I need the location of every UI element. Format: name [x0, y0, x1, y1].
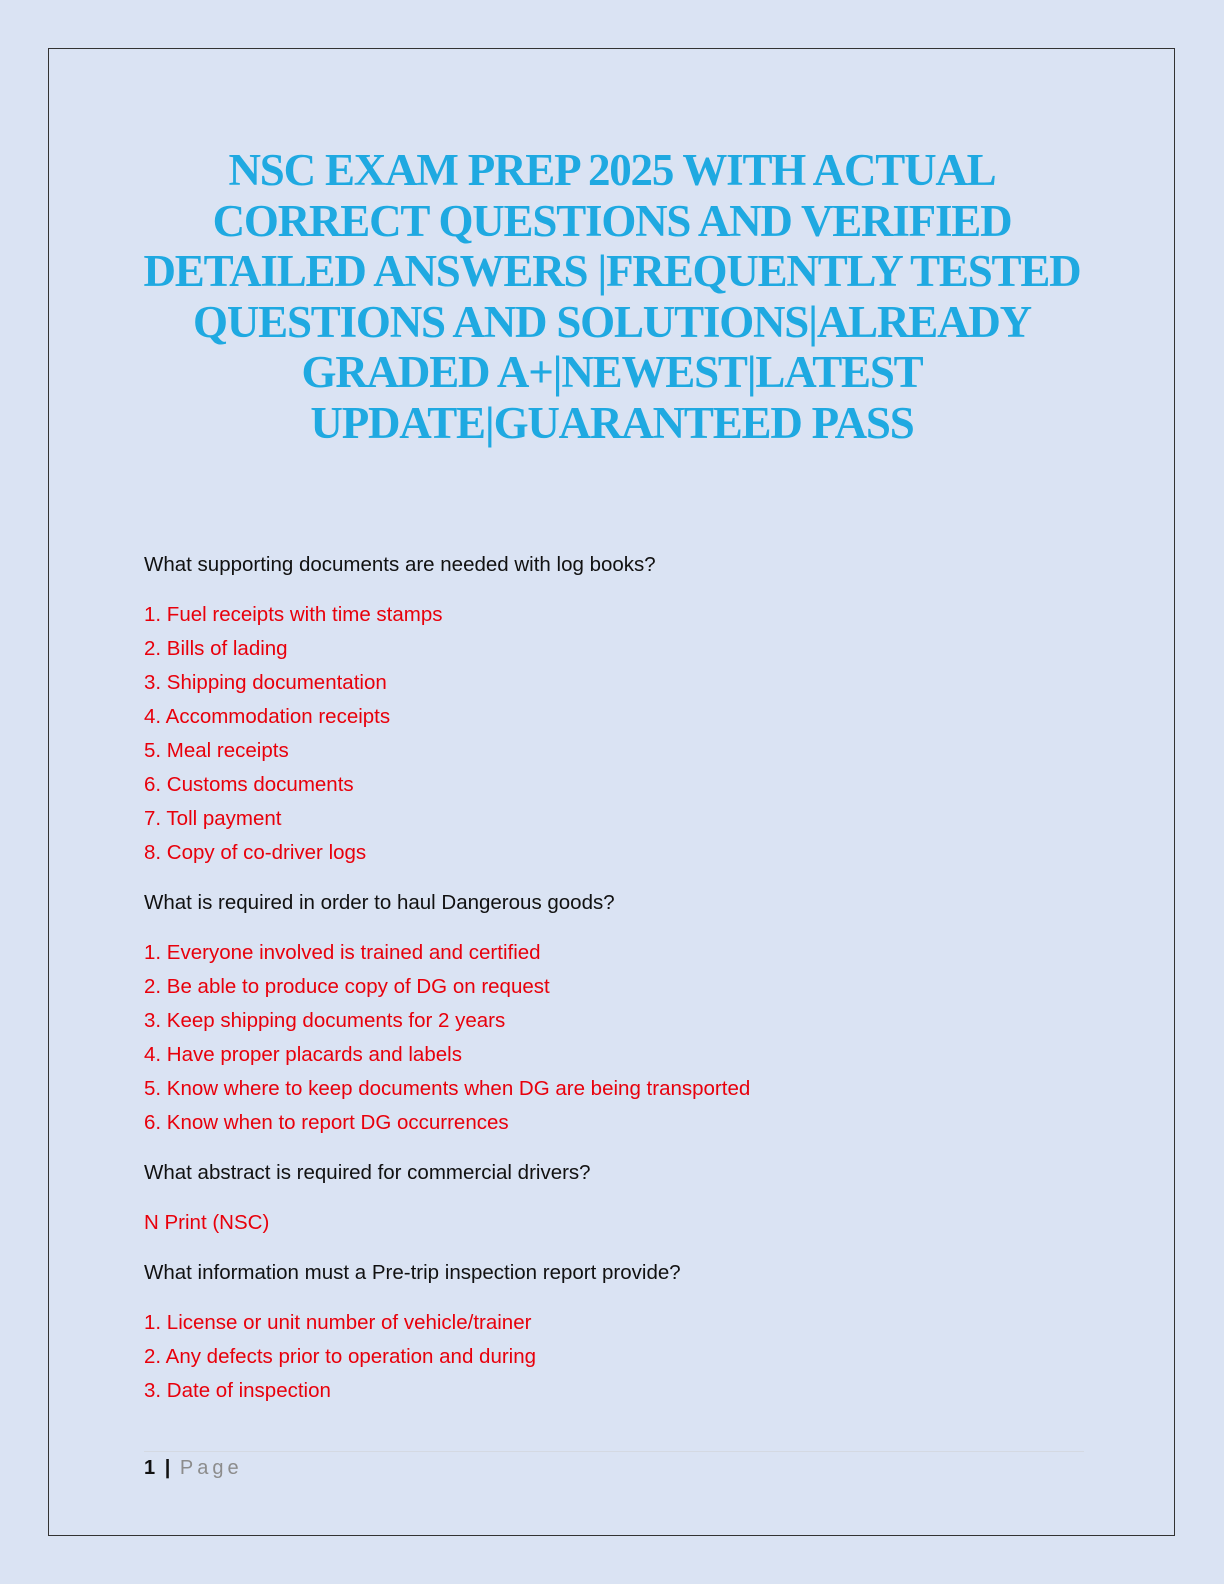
answer-item: N Print (NSC): [144, 1211, 270, 1234]
page-separator: |: [164, 1457, 171, 1479]
question-text: What information must a Pre-trip inspection report provide?: [144, 1261, 681, 1284]
answer-item: 2. Be able to produce copy of DG on request: [144, 975, 550, 998]
answer-list: [144, 941, 1084, 1135]
answer-item: 5. Meal receipts: [144, 739, 289, 762]
qa-block: [144, 553, 1084, 865]
qa-block: [144, 1261, 1084, 1403]
answer-item: 8. Copy of co-driver logs: [144, 841, 367, 864]
qa-block: [144, 1161, 1084, 1235]
answer-item: 2. Bills of lading: [144, 637, 288, 660]
question-text: What is required in order to haul Dangerous goods?: [144, 891, 615, 914]
answer-list: [144, 1211, 1084, 1235]
question-text: What supporting documents are needed with log books?: [144, 553, 656, 576]
answer-item: 6. Know when to report DG occurrences: [144, 1111, 509, 1134]
answer-item: 1. Fuel receipts with time stamps: [144, 603, 443, 626]
answer-item: 1. Everyone involved is trained and certified: [144, 941, 541, 964]
qa-block: [144, 891, 1084, 1135]
answer-item: 6. Customs documents: [144, 773, 354, 796]
footer-divider: [144, 1451, 1084, 1452]
answer-item: 3. Keep shipping documents for 2 years: [144, 1009, 506, 1032]
page-footer: [144, 1456, 243, 1480]
answer-item: 3. Shipping documentation: [144, 671, 387, 694]
answer-item: 7. Toll payment: [144, 807, 282, 830]
answer-list: [144, 603, 1084, 865]
answer-item: 3. Date of inspection: [144, 1379, 331, 1402]
qa-content: [144, 553, 1084, 1429]
answer-item: 2. Any defects prior to operation and during: [144, 1345, 537, 1368]
answer-item: 1. License or unit number of vehicle/trainer: [144, 1311, 532, 1334]
page-label: Page: [179, 1457, 243, 1479]
answer-item: 4. Accommodation receipts: [144, 705, 391, 728]
answer-list: [144, 1311, 1084, 1403]
document-title: NSC EXAM PREP 2025 WITH ACTUAL CORRECT QUESTIONS AND VERIFIED DETAILED ANSWERS |FREQUENTLY TESTED QUESTIONS AND SOLUTIONS|ALREADY GRADED A+|NEWEST|LATEST UPDATE|GUARANTEED PASS: [143, 145, 1081, 448]
question-text: What abstract is required for commercial drivers?: [144, 1161, 591, 1184]
answer-item: 4. Have proper placards and labels: [144, 1043, 462, 1066]
answer-item: 5. Know where to keep documents when DG are being transported: [144, 1077, 751, 1100]
page-number: 1: [144, 1457, 156, 1479]
